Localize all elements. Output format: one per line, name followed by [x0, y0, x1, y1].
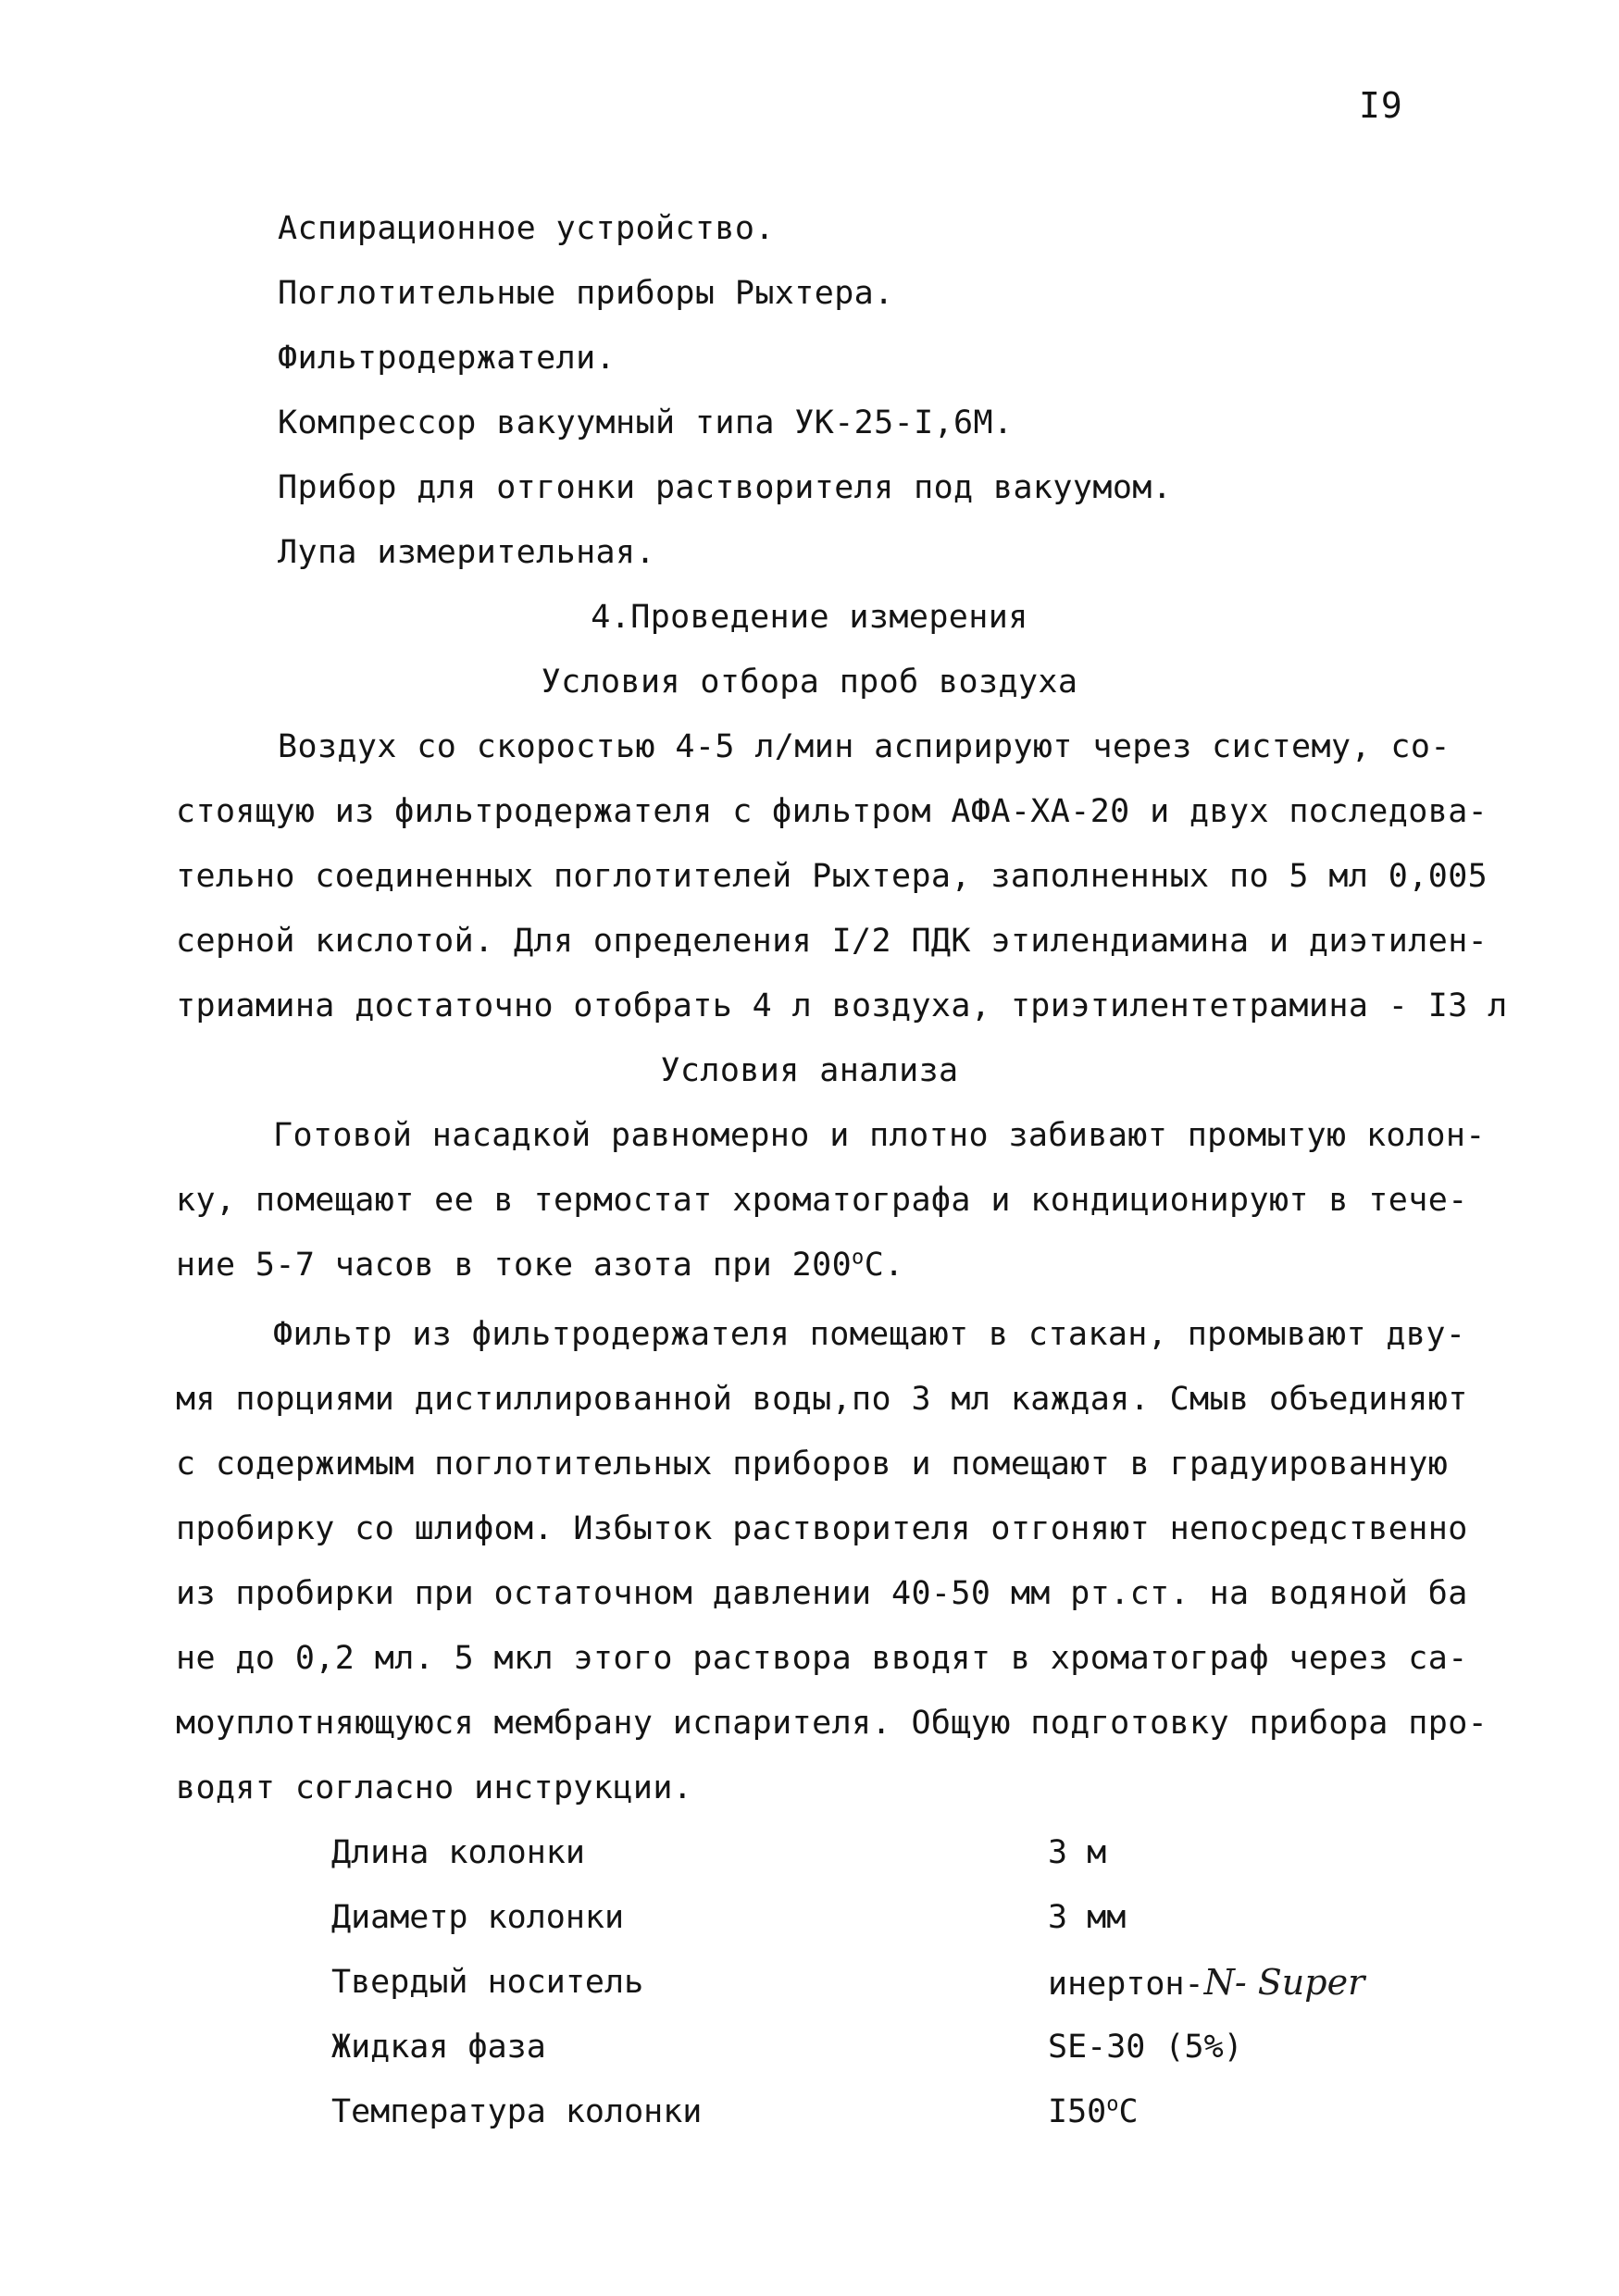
section-title: 4.Проведение измерения	[591, 599, 1028, 636]
param-value	[1048, 1962, 1364, 2004]
equipment-item: Фильтродержатели.	[278, 340, 616, 377]
param-value-text: С	[1118, 2093, 1139, 2130]
param-value	[1048, 2091, 1139, 2132]
param-row	[0, 1962, 1619, 2008]
degree-sup: о	[852, 1246, 865, 1270]
param-name: Твердый носитель	[331, 1964, 644, 2001]
paragraph-line: ку, помещают ее в термостат хроматографа и кондиционируют в тече-	[176, 1182, 1468, 1219]
equipment-item: Компрессор вакуумный типа УК-25-I,6М.	[278, 404, 1014, 441]
paragraph-line: водят согласно инструкции.	[176, 1769, 693, 1806]
equipment-item: Лупа измерительная.	[278, 534, 655, 571]
equipment-item: Поглотительные приборы Рыхтера.	[278, 275, 894, 312]
param-name: Жидкая фаза	[331, 2029, 546, 2066]
param-row	[0, 2091, 1619, 2138]
param-row	[0, 2027, 1619, 2073]
paragraph-line: тельно соединенных поглотителей Рыхтера, заполненных по 5 мл 0,005	[176, 858, 1488, 895]
degree-sup: о	[1106, 2092, 1119, 2116]
param-value: SE-30 (5%)	[1048, 2029, 1243, 2066]
paragraph-line: моуплотняющуюся мембрану испарителя. Общую подготовку прибора про-	[176, 1705, 1488, 1742]
paragraph-line: Воздух со скоростью 4-5 л/мин аспирируют через систему, со-	[278, 728, 1451, 765]
page-number: I9	[1359, 85, 1403, 126]
paragraph-line: стоящую из фильтродержателя с фильтром АФА-ХА-20 и двух последова-	[176, 793, 1488, 830]
param-name: Длина колонки	[331, 1834, 585, 1871]
paragraph-line: Готовой насадкой равномерно и плотно забивают промытую колон-	[273, 1117, 1486, 1154]
param-value: 3 м	[1048, 1834, 1107, 1871]
param-row	[0, 1897, 1619, 1943]
paragraph-line: триамина достаточно отобрать 4 л воздуха, триэтилентетрамина - I3 л	[176, 987, 1508, 1024]
paragraph-line: серной кислотой. Для определения I/2 ПДК этилендиамина и диэтилен-	[176, 923, 1488, 960]
param-value-text: I50	[1048, 2093, 1107, 2130]
paragraph-line: с содержимым поглотительных приборов и помещают в градуированную	[176, 1446, 1449, 1483]
paragraph-line: пробирку со шлифом. Избыток растворителя отгоняют непосредственно	[176, 1510, 1468, 1547]
paragraph-line	[176, 1245, 904, 1285]
param-value-text: инертон-	[1048, 1966, 1204, 2003]
paragraph-line: мя порциями дистиллированной воды,по 3 мл каждая. Смыв объединяют	[176, 1381, 1468, 1418]
param-row	[0, 1832, 1619, 1879]
paragraph-text: ние 5-7 часов в токе азота при 200	[176, 1247, 853, 1284]
subsection-title-sampling: Условия отбора проб воздуха	[541, 664, 1078, 701]
subsection-title-analysis: Условия анализа	[660, 1052, 959, 1089]
paragraph-line: не до 0,2 мл. 5 мкл этого раствора вводят в хроматограф через са-	[176, 1640, 1468, 1677]
paragraph-text: С.	[864, 1247, 904, 1284]
equipment-item: Аспирационное устройство.	[278, 210, 775, 247]
handwritten-note: N- Super	[1203, 1962, 1365, 2003]
param-name: Температура колонки	[331, 2093, 703, 2130]
param-name: Диаметр колонки	[331, 1899, 625, 1936]
paragraph-line: из пробирки при остаточном давлении 40-50 мм рт.ст. на водяной ба	[176, 1575, 1468, 1612]
equipment-item: Прибор для отгонки растворителя под вакуумом.	[278, 469, 1173, 506]
param-value: 3 мм	[1048, 1899, 1127, 1936]
paragraph-line: Фильтр из фильтродержателя помещают в стакан, промывают дву-	[273, 1316, 1466, 1353]
